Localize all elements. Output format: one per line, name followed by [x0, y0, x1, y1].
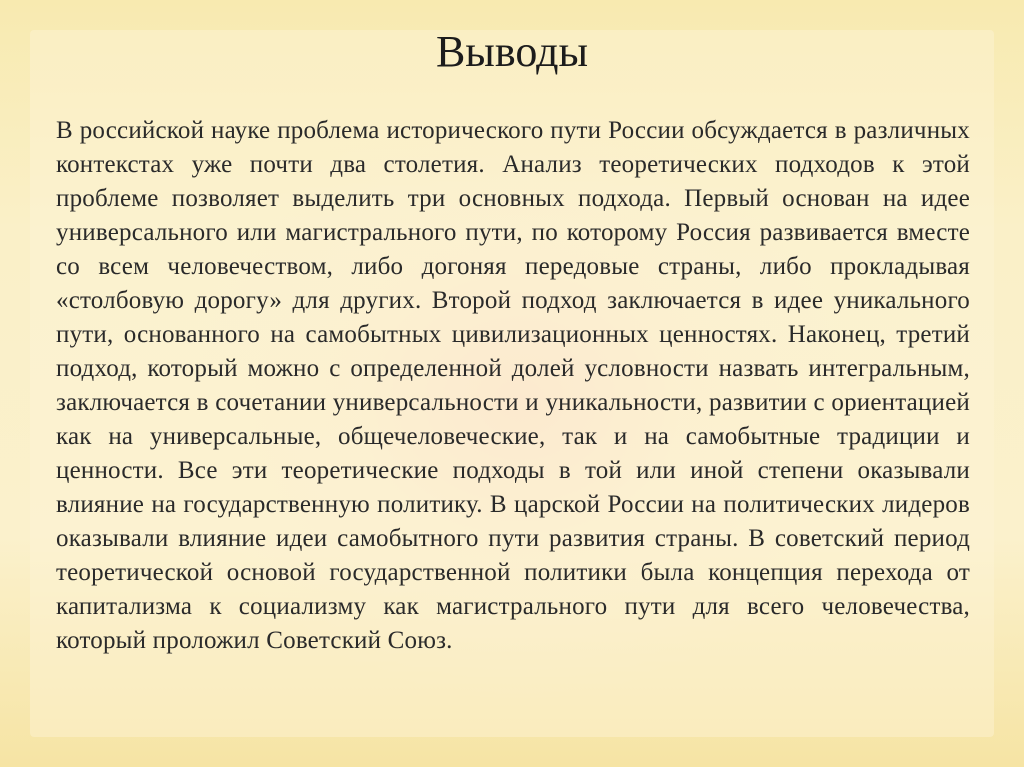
slide-title: Выводы	[435, 27, 589, 76]
slide-body-text: В российской науке проблема исторического пути России обсуждается в различных контекстах уже почти два столетия. Анализ теоретических подходов к этой проблеме позволяет выделить три основных подхода. Первый основан на идее универсального или магистрального пути, по которому Россия развивается вместе со всем человечеством, либо догоняя передовые страны, либо прокладывая «столбовую дорогу» для других. Второй подход заключается в идее уникального пути, основанного на самобытных цивилизационных ценностях. Наконец, третий подход, который можно с определенной долей условности назвать интегральным, заключается в сочетании универсальности и уникальности, развитии с ориентацией как на универсальные, общечеловеческие, так и на самобытные традиции и ценности. Все эти теоретические подходы в той или иной степени оказывали влияние на государственную политику. В царской России на политических лидеров оказывали влияние идеи самобытного пути развития страны. В советский период теоретической основой государственной политики была концепция перехода от капитализма к социализму как магистрального пути для всего человечества, который проложил Советский Союз.	[56, 117, 970, 654]
